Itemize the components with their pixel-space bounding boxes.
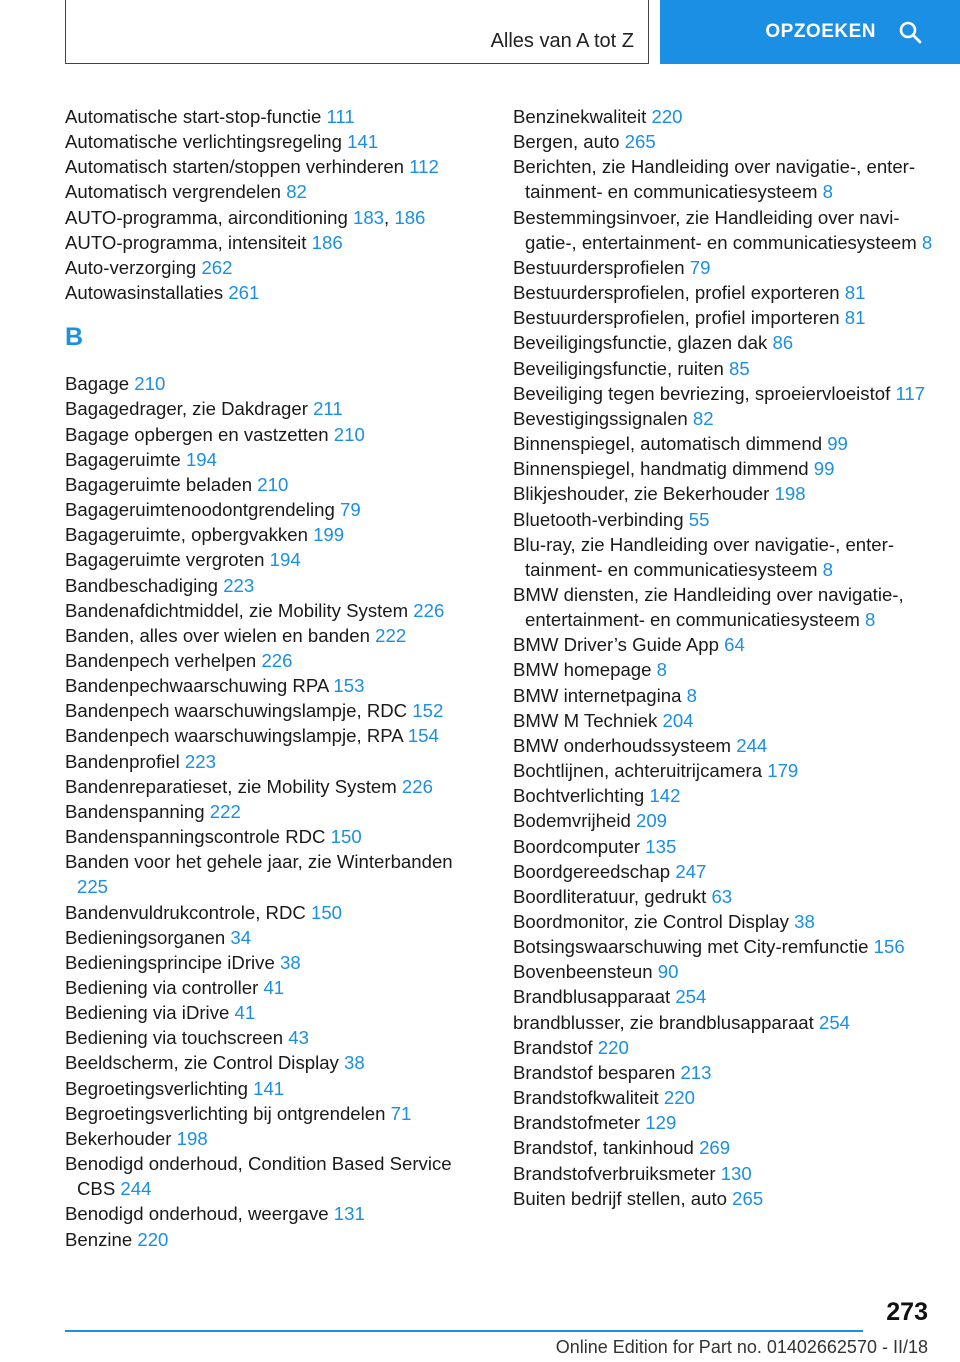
- index-entry: [65, 447, 485, 472]
- index-group-a: [65, 104, 485, 305]
- index-entry-text: Brandstof: [513, 1036, 593, 1058]
- index-entry: [65, 255, 485, 280]
- index-entry: [513, 834, 943, 859]
- index-entry-text: Bestuurdersprofielen: [513, 256, 685, 278]
- index-entry: [513, 431, 943, 456]
- index-entry: [513, 708, 943, 733]
- page-link[interactable]: 198: [176, 1127, 208, 1149]
- index-entry-text: brandblusser, zie brandblusapparaat: [513, 1011, 814, 1033]
- page-link[interactable]: 222: [375, 624, 407, 646]
- index-entry-text: Bandenpech waarschuwingslampje, RPA: [65, 725, 403, 747]
- index-entry-text: Boordliteratuur, gedrukt: [513, 885, 707, 907]
- index-entry-text: Bediening via iDrive: [65, 1002, 230, 1024]
- index-entry: [513, 507, 943, 532]
- page-link[interactable]: 210: [134, 373, 166, 395]
- index-entry-text: Bovenbeensteun: [513, 961, 653, 983]
- index-entry: [65, 104, 485, 129]
- page-link[interactable]: 220: [597, 1036, 629, 1058]
- index-entry-text: Bodemvrijheid: [513, 810, 631, 832]
- index-entry-text: Brandstof, tankinhoud: [513, 1137, 694, 1159]
- page-link[interactable]: 111: [326, 106, 355, 127]
- index-entry-text: Bagageruimte: [65, 448, 181, 470]
- index-entry: [513, 456, 943, 481]
- index-entry-text: Benzinekwaliteit: [513, 106, 647, 127]
- page-link[interactable]: 81: [844, 307, 866, 329]
- index-entry-text: Bandenreparatieset, zie Mobility System: [65, 775, 397, 797]
- index-entry-text: Bedieningsprincipe iDrive: [65, 951, 275, 973]
- index-entry: [513, 381, 943, 406]
- index-entry: [513, 129, 943, 154]
- index-entry-text: Beveiligingsfunctie, ruiten: [513, 357, 724, 379]
- index-entry-text: Bedieningsorganen: [65, 926, 226, 948]
- index-entry: [65, 598, 485, 623]
- page-link[interactable]: 210: [257, 473, 289, 495]
- index-entry: [513, 205, 943, 255]
- index-entry-text: Bluetooth-verbinding: [513, 508, 684, 530]
- index-entry: [65, 129, 485, 154]
- page-link[interactable]: 130: [720, 1162, 752, 1184]
- index-entry-text: Boordmonitor, zie Control Display: [513, 911, 789, 932]
- index-entry-text: Auto-verzorging: [65, 256, 197, 278]
- index-entry: [513, 481, 943, 506]
- page-link[interactable]: 8: [921, 231, 933, 253]
- index-entry: [65, 154, 485, 179]
- page-link[interactable]: 63: [711, 885, 733, 907]
- index-entry-text: BMW Driver’s Guide App: [513, 634, 719, 656]
- page-link[interactable]: 38: [279, 951, 301, 973]
- index-entry-text: Brandstof besparen: [513, 1061, 676, 1083]
- index-entry-text: Bekerhouder: [65, 1127, 172, 1149]
- page-link[interactable]: 156: [873, 936, 905, 958]
- index-entry-text: Bestemmingsinvoer, zie Handleiding over navigatie-, entertainment- en communicatiesysteem: [513, 206, 917, 253]
- index-entry-text: Bevestigingssignalen: [513, 407, 688, 429]
- index-entry-text: Bediening via controller: [65, 977, 259, 998]
- page-link[interactable]: 82: [692, 407, 714, 429]
- page-link[interactable]: 183: [352, 206, 385, 228]
- index-entry: [513, 657, 943, 682]
- page-link[interactable]: 226: [401, 775, 433, 797]
- footer-divider: [65, 1330, 863, 1332]
- page-link[interactable]: 141: [347, 131, 379, 153]
- index-entry-text: Blu-ray, zie Handleiding over navigatie-, entertainment- en communicatiesysteem: [513, 533, 895, 580]
- index-entry: [65, 280, 485, 305]
- index-entry-text: Bandenprofiel: [65, 750, 180, 772]
- index-entry: [513, 1060, 943, 1085]
- page-link[interactable]: 186: [311, 231, 343, 253]
- index-entry-text: Bagageruimte beladen: [65, 473, 253, 495]
- page-link[interactable]: 43: [288, 1027, 309, 1049]
- index-entry: [65, 1000, 485, 1025]
- index-entry: [65, 900, 485, 925]
- index-entry: [513, 783, 943, 808]
- page-link[interactable]: 41: [263, 977, 285, 998]
- page-link[interactable]: 8: [822, 558, 833, 580]
- index-entry: [65, 230, 485, 255]
- page-link[interactable]: 265: [732, 1187, 764, 1209]
- page-link[interactable]: 244: [736, 734, 768, 756]
- index-entry: [65, 799, 485, 824]
- page-link[interactable]: 226: [413, 599, 445, 621]
- page-link[interactable]: 99: [813, 458, 835, 480]
- index-entry: [65, 723, 485, 748]
- index-entry: [513, 683, 943, 708]
- index-entry-text: Bergen, auto: [513, 131, 620, 153]
- page-link[interactable]: 86: [772, 332, 794, 354]
- page-link[interactable]: 142: [649, 785, 681, 807]
- search-button-label: OPZOEKEN: [765, 21, 876, 42]
- page-link[interactable]: 199: [313, 524, 345, 546]
- index-entry: [65, 396, 485, 421]
- index-entry-text: Begroetingsverlichting bij ontgrendelen: [65, 1102, 386, 1124]
- index-entry: [513, 909, 943, 934]
- page-link[interactable]: 220: [137, 1228, 169, 1250]
- index-entry-text: Banden voor het gehele jaar, zie Winterbanden: [65, 851, 453, 873]
- index-entry: [65, 1101, 485, 1126]
- page-link[interactable]: 152: [412, 700, 444, 722]
- index-entry-text: Beveiligingsfunctie, glazen dak: [513, 332, 768, 354]
- index-entry-text: Bagageruimte vergroten: [65, 549, 265, 571]
- index-entry: [513, 280, 943, 305]
- page-link[interactable]: 261: [228, 282, 260, 304]
- index-entry-text: Automatische verlichtingsregeling: [65, 131, 342, 153]
- index-entry: [65, 522, 485, 547]
- index-entry-text: Bandenpech waarschuwingslampje, RDC: [65, 700, 408, 722]
- search-button[interactable]: [660, 0, 960, 64]
- index-entry-text: BMW onderhoudssysteem: [513, 734, 732, 756]
- page-link[interactable]: 79: [340, 499, 361, 521]
- page-link[interactable]: 135: [645, 835, 677, 857]
- index-entry-text: Boordgereedschap: [513, 860, 671, 882]
- header-tab[interactable]: [65, 0, 649, 64]
- index-entry: [65, 1227, 485, 1252]
- index-entry: [513, 532, 943, 582]
- index-entry-text: Autowasinstallaties: [65, 282, 224, 304]
- index-entry-text: BMW internetpagina: [513, 684, 682, 706]
- page-link[interactable]: 64: [724, 634, 745, 656]
- section-letter: B: [65, 323, 84, 352]
- page-link[interactable]: 150: [310, 901, 343, 923]
- page-link[interactable]: 8: [656, 659, 667, 681]
- index-entry: [513, 1161, 943, 1186]
- index-entry: [513, 1035, 943, 1060]
- index-entry: [513, 758, 943, 783]
- page-link[interactable]: 38: [794, 911, 815, 932]
- index-entry-text: Bandbeschadiging: [65, 574, 219, 596]
- index-entry-text: Bediening via touchscreen: [65, 1027, 284, 1049]
- index-entry-text: AUTO-programma, airconditioning: [65, 206, 348, 228]
- page-link[interactable]: 38: [344, 1052, 365, 1074]
- index-entry-text: Bagagedrager, zie Dakdrager: [65, 398, 308, 420]
- index-entry-text: Boordcomputer: [513, 835, 641, 857]
- index-entry: [513, 1135, 943, 1160]
- index-entry-text: Begroetingsverlichting: [65, 1077, 248, 1099]
- page-link[interactable]: 211: [313, 398, 343, 420]
- page-link[interactable]: 220: [663, 1087, 695, 1109]
- index-entry: [513, 1010, 943, 1035]
- index-entry: [513, 1186, 943, 1211]
- index-entry: [65, 673, 485, 698]
- page-link[interactable]: 8: [865, 609, 876, 631]
- index-entry: [513, 255, 943, 280]
- index-entry-text: Benodigd onderhoud, weergave: [65, 1203, 329, 1225]
- page-link[interactable]: 81: [844, 282, 866, 304]
- index-entry: [65, 1050, 485, 1075]
- page-link[interactable]: 153: [333, 675, 365, 697]
- index-entry: [65, 925, 485, 950]
- index-entry: [65, 472, 485, 497]
- index-entry-text: Brandblusapparaat: [513, 986, 671, 1008]
- page-link[interactable]: 41: [234, 1002, 256, 1024]
- index-entry: [65, 849, 485, 899]
- page-link[interactable]: 79: [689, 256, 711, 278]
- index-entry-text: Benodigd onderhoud, Condition Based Service CBS: [65, 1153, 452, 1200]
- index-entry-text: Bandenpechwaarschuwing RPA: [65, 675, 329, 697]
- index-entry: [65, 179, 485, 204]
- index-entry-text: AUTO-programma, intensiteit: [65, 231, 307, 253]
- page-link[interactable]: 34: [230, 926, 252, 948]
- index-entry: [65, 1076, 485, 1101]
- page-link[interactable]: 244: [120, 1178, 152, 1200]
- page-link[interactable]: 222: [209, 800, 241, 822]
- index-entry: [513, 808, 943, 833]
- page-link[interactable]: 265: [624, 131, 656, 153]
- index-entry: [65, 497, 485, 522]
- page-link[interactable]: 194: [185, 448, 217, 470]
- page-link[interactable]: 254: [818, 1011, 851, 1033]
- page-link[interactable]: 247: [675, 860, 707, 882]
- index-entry-text: Binnenspiegel, automatisch dimmend: [513, 433, 823, 455]
- index-entry-text: Bestuurdersprofielen, profiel importeren: [513, 307, 840, 329]
- index-entry-text: Bestuurdersprofielen, profiel exporteren: [513, 282, 840, 304]
- index-entry: [65, 1201, 485, 1226]
- index-entry: [65, 774, 485, 799]
- page-link[interactable]: 269: [699, 1137, 731, 1159]
- index-entry-text: Automatische start-stop-functie: [65, 106, 322, 127]
- page-link[interactable]: 204: [662, 709, 694, 731]
- index-group-b: [65, 371, 485, 1251]
- page-link[interactable]: 254: [675, 986, 707, 1008]
- index-entry: [513, 330, 943, 355]
- index-entry-text: Bagage opbergen en vastzetten: [65, 423, 329, 445]
- index-entry-text: Buiten bedrijf stellen, auto: [513, 1187, 727, 1209]
- page-link[interactable]: 213: [680, 1061, 712, 1083]
- page-link[interactable]: 141: [253, 1077, 285, 1099]
- index-entry-text: Botsingswaarschuwing met City-remfunctie: [513, 936, 869, 958]
- index-entry-text: Bochtlijnen, achteruitrijcamera: [513, 760, 763, 782]
- page-link[interactable]: 220: [651, 106, 683, 127]
- page-link[interactable]: 112: [409, 156, 439, 178]
- index-entry-text: Binnenspiegel, handmatig dimmend: [513, 458, 809, 480]
- index-entry-text: Berichten, zie Handleiding over navigatie-, entertainment- en communicatiesysteem: [513, 156, 916, 203]
- index-entry: [65, 623, 485, 648]
- index-entry-text: Brandstofkwaliteit: [513, 1087, 659, 1109]
- index-column-left: [65, 104, 485, 1252]
- index-entry: [513, 104, 943, 129]
- index-entry: [513, 154, 943, 204]
- page-link[interactable]: 262: [201, 256, 233, 278]
- index-entry-text: BMW homepage: [513, 659, 652, 681]
- index-entry: [65, 698, 485, 723]
- index-entry: [65, 824, 485, 849]
- index-entry: [513, 859, 943, 884]
- index-entry: [513, 406, 943, 431]
- index-entry-text: BMW M Techniek: [513, 709, 658, 731]
- index-entry-text: Bandenafdichtmiddel, zie Mobility System: [65, 599, 409, 621]
- page-link[interactable]: 129: [645, 1112, 677, 1134]
- index-entry-text: Automatisch starten/stoppen verhinderen: [65, 156, 405, 178]
- magnifier-icon: [898, 20, 922, 44]
- index-entry-text: Beeldscherm, zie Control Display: [65, 1052, 339, 1074]
- page-link[interactable]: 210: [333, 423, 365, 445]
- index-column-right: [513, 104, 943, 1211]
- index-entry: [513, 959, 943, 984]
- page-link[interactable]: 209: [636, 810, 668, 832]
- index-entry: [513, 356, 943, 381]
- index-entry: [513, 934, 943, 959]
- index-entry: [513, 733, 943, 758]
- edition-footer: Online Edition for Part no. 01402662570 - II/18: [555, 1337, 928, 1357]
- page-link[interactable]: 186: [394, 206, 426, 228]
- index-entry: [513, 632, 943, 657]
- index-entry-text: Bagage: [65, 373, 130, 395]
- index-group-b-continued: [513, 104, 943, 1211]
- page-link[interactable]: 223: [184, 750, 216, 772]
- index-entry-text: Bandenspanning: [65, 800, 205, 822]
- index-entry: [65, 749, 485, 774]
- index-entry-text: Blikjeshouder, zie Bekerhouder: [513, 483, 770, 505]
- page-number: 273: [886, 1298, 928, 1326]
- index-entry: AUTO-programma, airconditioning 183, 186: [65, 206, 426, 228]
- header-tab-label: Alles van A tot Z: [490, 30, 634, 52]
- index-entry: [65, 547, 485, 572]
- page-link[interactable]: 71: [390, 1102, 412, 1124]
- page-link[interactable]: 55: [688, 508, 710, 530]
- page-link[interactable]: 8: [822, 181, 833, 203]
- index-entry: [513, 582, 943, 632]
- page-link[interactable]: 223: [223, 574, 255, 596]
- index-entry-text: Bagageruimtenoodontgrendeling: [65, 499, 335, 521]
- index-entry: [513, 1085, 943, 1110]
- index-entry: [65, 1151, 485, 1201]
- index-entry: [65, 1126, 485, 1151]
- page-link[interactable]: 82: [286, 181, 307, 203]
- page-link[interactable]: 117: [895, 382, 926, 404]
- page-link[interactable]: 226: [261, 649, 293, 671]
- index-entry: [65, 975, 485, 1000]
- index-entry-text: Brandstofmeter: [513, 1112, 641, 1134]
- index-entry-text: Bandenpech verhelpen: [65, 649, 257, 671]
- page-link[interactable]: 154: [407, 725, 439, 747]
- page-link[interactable]: 85: [729, 357, 750, 379]
- index-entry-text: BMW diensten, zie Handleiding over navigatie-, entertainment- en communicatiesysteem: [513, 583, 904, 631]
- index-entry: [65, 648, 485, 673]
- index-entry-text: Bagageruimte, opbergvakken: [65, 524, 308, 546]
- index-entry-text: Brandstofverbruiksmeter: [513, 1162, 716, 1184]
- page-link[interactable]: 90: [657, 961, 679, 983]
- index-entry: [65, 573, 485, 598]
- page-link[interactable]: 99: [827, 433, 848, 455]
- index-entry-text: Automatisch vergrendelen: [65, 181, 282, 203]
- index-entry-text: Bandenspanningscontrole RDC: [65, 826, 326, 848]
- index-entry: [513, 884, 943, 909]
- page-link[interactable]: 150: [330, 826, 362, 848]
- index-entry: [65, 950, 485, 975]
- index-entry-text: Bandenvuldrukcontrole, RDC: [65, 901, 306, 923]
- index-entry-text: Beveiliging tegen bevriezing, sproeiervloeistof: [513, 382, 891, 404]
- page-link[interactable]: 225: [77, 876, 109, 898]
- index-entry-text: Benzine: [65, 1228, 133, 1250]
- page-link[interactable]: 131: [333, 1203, 365, 1225]
- index-entry: [513, 1110, 943, 1135]
- index-entry-text: Banden, alles over wielen en banden: [65, 624, 370, 646]
- page-link[interactable]: 194: [269, 549, 301, 571]
- index-entry: [65, 371, 485, 396]
- index-entry-text: Bochtverlichting: [513, 785, 645, 807]
- index-entry: [65, 1025, 485, 1050]
- page-link[interactable]: 179: [767, 760, 799, 782]
- index-entry: [513, 305, 943, 330]
- page-link[interactable]: 198: [774, 483, 806, 505]
- index-entry: [513, 984, 943, 1009]
- index-entry: [65, 422, 485, 447]
- page-link[interactable]: 8: [686, 684, 697, 706]
